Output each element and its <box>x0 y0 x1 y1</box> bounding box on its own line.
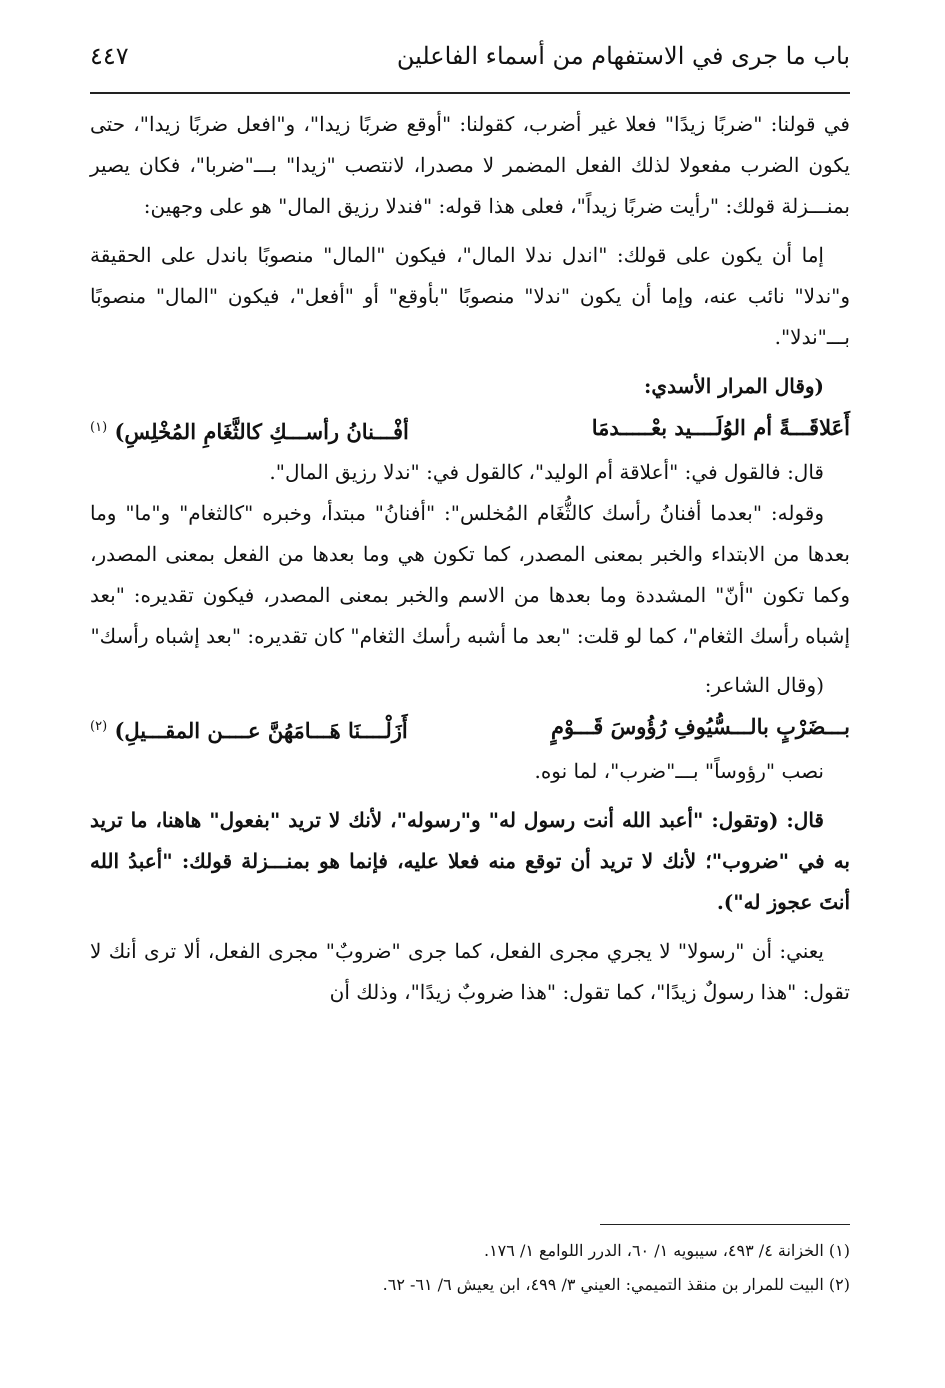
paragraph-3: قال: فالقول في: "أعلاقة أم الوليد"، كالقول في: "ندلا رزيق المال". <box>269 460 824 484</box>
page-header <box>90 38 850 82</box>
footnote-ref-2: (٢) <box>90 719 108 734</box>
main-text <box>90 104 850 1021</box>
footnote-1: (١) الخزانة ٤/ ٤٩٣، سيبويه ١/ ٦٠، الدرر اللوامع ١/ ١٧٦. <box>483 1241 850 1260</box>
verse-1-first-hemistich: أَعَلاقَـــةً أم الوُلَــــيد بعْـــــدمَا <box>591 415 850 440</box>
verse-2-second-text: أَزَلْــــنَا هَـــامَهُنَّ عــــن المقـــيلِ) <box>114 718 408 743</box>
footnote-ref-1: (١) <box>90 420 108 435</box>
paragraph-6: قال: (وتقول: "أعبد الله أنت رسول له" و"رسوله"، لأنك لا تريد "بفعول" هاهنا، ما تريد به في "ضروب"؛ لأنك لا تريد أن توقع منه فعلا عليه، فإنما هو بمنـــزلة قولك: "أعبدُ الله أنتَ عجوز له"). <box>90 808 850 914</box>
footnote-rule <box>600 1224 850 1225</box>
verse-1 <box>90 407 850 452</box>
verse-1-second-text: أفْـــنانُ رأســـكِ كالثَّغَامِ المُخْلِسِ) <box>114 419 409 444</box>
verse-2-second-hemistich <box>90 706 408 751</box>
running-title: باب ما جرى في الاستفهام من أسماء الفاعلين <box>396 42 850 70</box>
footnotes <box>90 1234 850 1302</box>
verse-intro-1: (وقال المرار الأسدي: <box>644 374 824 398</box>
verse-2 <box>90 706 850 751</box>
paragraph-4: وقوله: "بعدما أفنانُ رأسك كالثُّغَام المُخلس": "أفنانُ" مبتدأ، وخبره "كالثغام" و"ما" وما بعدها من الابتداء والخبر بمعنى المصدر، كما تكون هي وما بعدها من الفعل بمعنى المصدر، وكما تكون "أنّ" المشددة وما بعدها من الاسم والخبر بمعنى المصدر، فيكون تقديره: "بعد إشباه رأسك الثغام"، كما لو قلت: "بعد ما أشبه رأسك الثغام" كان تقديره: "بعد إشباه رأسك" <box>90 501 850 648</box>
paragraph-2: إما أن يكون على قولك: "اندل ندلا المال"، فيكون "المال" منصوبًا باندل على الحقيقة و"ندلا" نائب عنه، وإما أن يكون "ندلا" منصوبًا "بأوقع" أو "أفعل"، فيكون "المال" منصوبًا بـــ"ندلا". <box>90 243 850 349</box>
verse-intro-2: (وقال الشاعر: <box>704 673 824 697</box>
header-rule <box>90 92 850 94</box>
footnote-2: (٢) البيت للمرار بن منقذ التميمي: العيني ٣/ ٤٩٩، ابن يعيش ٦/ ٦١- ٦٢. <box>382 1275 850 1294</box>
paragraph-5: نصب "رؤوساً" بـــ"ضرب"، لما نوه. <box>534 759 824 783</box>
verse-1-second-hemistich <box>90 407 409 452</box>
verse-2-first-hemistich: بـــضَرْبٍ بالـــسُّيُوفِ رُؤُوسَ قَـــوْمٍ <box>551 714 850 739</box>
page-number: ٤٤٧ <box>90 42 129 70</box>
paragraph-7: يعني: أن "رسولا" لا يجري مجرى الفعل، كما جرى "ضروبٌ" مجرى الفعل، ألا ترى أنك لا تقول: "هذا رسولٌ زيدًا"، كما تقول: "هذا ضروبٌ زيدًا"، وذلك أن <box>90 939 850 1004</box>
paragraph-1: في قولنا: "ضربًا زيدًا" فعلا غير أضرب، كقولنا: "أوقع ضربًا زيدا"، و"افعل ضربًا زيدا"، حتى يكون الضرب مفعولا لذلك الفعل المضمر لا مصدرا، لانتصب "زيدا" بـــ"ضربا"، فكان يصير بمنـــزلة قولك: "رأيت ضربًا زيداً"، فعلى هذا قوله: "فندلا رزيق المال" هو على وجهين: <box>90 112 850 218</box>
